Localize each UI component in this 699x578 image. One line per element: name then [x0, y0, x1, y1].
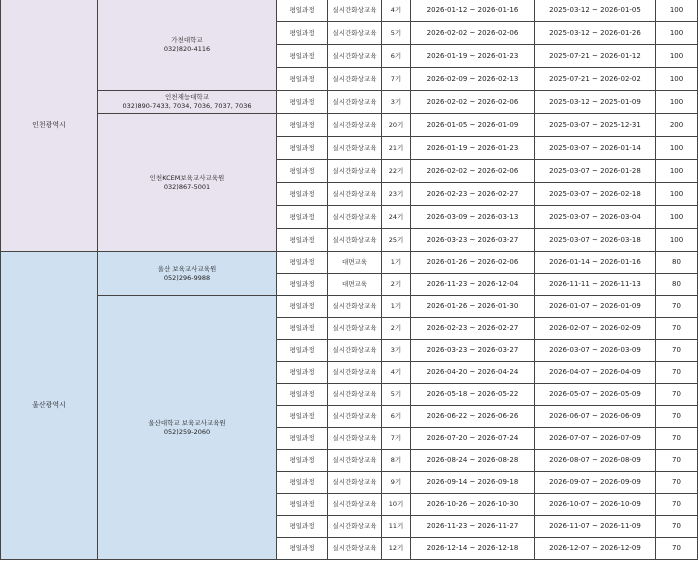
- institution-phone: 032)890-7433, 7034, 7036, 7037, 7036: [122, 102, 252, 110]
- course-cell: 평일과정: [277, 516, 328, 538]
- application-period-cell: 2025-03-07 ~ 2026-01-14: [535, 137, 656, 160]
- training-period-cell: 2026-03-23 ~ 2026-03-27: [411, 340, 535, 362]
- education-type-cell: 실시간화상교육: [328, 494, 382, 516]
- course-cell: 평일과정: [277, 160, 328, 183]
- capacity-cell: 100: [656, 91, 698, 114]
- course-cell: 평일과정: [277, 137, 328, 160]
- term-cell: 5기: [382, 22, 411, 45]
- education-type-cell: 실시간화상교육: [328, 229, 382, 252]
- course-cell: 평일과정: [277, 428, 328, 450]
- training-period-cell: 2026-11-23 ~ 2026-12-04: [411, 274, 535, 296]
- application-period-cell: 2026-03-07 ~ 2026-03-09: [535, 340, 656, 362]
- application-period-cell: 2026-09-07 ~ 2026-09-09: [535, 472, 656, 494]
- course-cell: 평일과정: [277, 22, 328, 45]
- course-cell: 평일과정: [277, 384, 328, 406]
- table-row: [1, 114, 698, 137]
- education-type-cell: 실시간화상교육: [328, 160, 382, 183]
- education-type-cell: 실시간화상교육: [328, 296, 382, 318]
- training-period-cell: 2026-09-14 ~ 2026-09-18: [411, 472, 535, 494]
- capacity-cell: 70: [656, 450, 698, 472]
- institution-phone: 032)867-5001: [163, 182, 211, 191]
- education-type-cell: 실시간화상교육: [328, 114, 382, 137]
- education-type-cell: 실시간화상교육: [328, 137, 382, 160]
- application-period-cell: 2025-03-07 ~ 2026-03-18: [535, 229, 656, 252]
- capacity-cell: 100: [656, 229, 698, 252]
- capacity-cell: 100: [656, 137, 698, 160]
- term-cell: 7기: [382, 68, 411, 91]
- course-cell: 평일과정: [277, 296, 328, 318]
- institution-phone: 052)259-2060: [163, 427, 211, 436]
- application-period-cell: 2026-11-07 ~ 2026-11-09: [535, 516, 656, 538]
- course-cell: 평일과정: [277, 91, 328, 114]
- capacity-cell: 70: [656, 406, 698, 428]
- table-body: [1, 0, 698, 560]
- training-period-cell: 2026-01-19 ~ 2026-01-23: [411, 45, 535, 68]
- application-period-cell: 2026-12-07 ~ 2026-12-09: [535, 538, 656, 560]
- application-period-cell: 2025-03-07 ~ 2026-03-04: [535, 206, 656, 229]
- education-type-cell: 실시간화상교육: [328, 68, 382, 91]
- term-cell: 5기: [382, 384, 411, 406]
- course-cell: 평일과정: [277, 538, 328, 560]
- term-cell: 2기: [382, 274, 411, 296]
- education-type-cell: 대면교육: [328, 252, 382, 274]
- application-period-cell: 2025-07-21 ~ 2026-02-02: [535, 68, 656, 91]
- term-cell: 3기: [382, 340, 411, 362]
- course-cell: 평일과정: [277, 318, 328, 340]
- region-cell: 인천광역시: [1, 0, 98, 252]
- course-cell: 평일과정: [277, 206, 328, 229]
- application-period-cell: 2026-02-07 ~ 2026-02-09: [535, 318, 656, 340]
- training-period-cell: 2026-10-26 ~ 2026-10-30: [411, 494, 535, 516]
- capacity-cell: 70: [656, 516, 698, 538]
- table-row: [1, 296, 698, 318]
- application-period-cell: 2025-03-07 ~ 2026-01-28: [535, 160, 656, 183]
- education-type-cell: 실시간화상교육: [328, 516, 382, 538]
- capacity-cell: 70: [656, 362, 698, 384]
- training-period-cell: 2026-01-26 ~ 2026-01-30: [411, 296, 535, 318]
- region-cell: 울산광역시: [1, 252, 98, 560]
- term-cell: 3기: [382, 91, 411, 114]
- term-cell: 8기: [382, 450, 411, 472]
- term-cell: 4기: [382, 362, 411, 384]
- training-period-cell: 2026-08-24 ~ 2026-08-28: [411, 450, 535, 472]
- term-cell: 7기: [382, 428, 411, 450]
- training-period-cell: 2026-02-23 ~ 2026-02-27: [411, 318, 535, 340]
- institution-cell: [98, 91, 277, 114]
- education-type-cell: 실시간화상교육: [328, 450, 382, 472]
- term-cell: 6기: [382, 406, 411, 428]
- training-period-cell: 2026-07-20 ~ 2026-07-24: [411, 428, 535, 450]
- term-cell: 20기: [382, 114, 411, 137]
- training-period-cell: 2026-01-05 ~ 2026-01-09: [411, 114, 535, 137]
- education-type-cell: 실시간화상교육: [328, 183, 382, 206]
- application-period-cell: 2026-07-07 ~ 2026-07-09: [535, 428, 656, 450]
- education-type-cell: 대면교육: [328, 274, 382, 296]
- education-type-cell: 실시간화상교육: [328, 384, 382, 406]
- term-cell: 4기: [382, 0, 411, 22]
- application-period-cell: 2025-07-21 ~ 2026-01-12: [535, 45, 656, 68]
- training-period-cell: 2026-12-14 ~ 2026-12-18: [411, 538, 535, 560]
- course-cell: 평일과정: [277, 472, 328, 494]
- education-type-cell: 실시간화상교육: [328, 0, 382, 22]
- education-type-cell: 실시간화상교육: [328, 22, 382, 45]
- application-period-cell: 2026-04-07 ~ 2026-04-09: [535, 362, 656, 384]
- course-cell: 평일과정: [277, 68, 328, 91]
- capacity-cell: 100: [656, 45, 698, 68]
- term-cell: 23기: [382, 183, 411, 206]
- training-period-cell: 2026-05-18 ~ 2026-05-22: [411, 384, 535, 406]
- capacity-cell: 80: [656, 274, 698, 296]
- application-period-cell: 2025-03-07 ~ 2026-02-18: [535, 183, 656, 206]
- term-cell: 2기: [382, 318, 411, 340]
- capacity-cell: 70: [656, 494, 698, 516]
- education-type-cell: 실시간화상교육: [328, 428, 382, 450]
- term-cell: 1기: [382, 296, 411, 318]
- course-cell: 평일과정: [277, 362, 328, 384]
- institution-cell: [98, 0, 277, 91]
- training-period-cell: 2026-11-23 ~ 2026-11-27: [411, 516, 535, 538]
- capacity-cell: 70: [656, 340, 698, 362]
- capacity-cell: 70: [656, 296, 698, 318]
- capacity-cell: 100: [656, 68, 698, 91]
- term-cell: 12기: [382, 538, 411, 560]
- institution-name: 인천KCEM보육교사교육원: [149, 173, 225, 182]
- application-period-cell: 2026-06-07 ~ 2026-06-09: [535, 406, 656, 428]
- term-cell: 11기: [382, 516, 411, 538]
- application-period-cell: 2026-10-07 ~ 2026-10-09: [535, 494, 656, 516]
- application-period-cell: 2025-03-07 ~ 2025-12-31: [535, 114, 656, 137]
- training-period-cell: 2026-01-12 ~ 2026-01-16: [411, 0, 535, 22]
- capacity-cell: 100: [656, 183, 698, 206]
- institution-name: 울산대학교 보육교사교육원: [148, 418, 226, 427]
- course-cell: 평일과정: [277, 450, 328, 472]
- training-period-cell: 2026-01-19 ~ 2026-01-23: [411, 137, 535, 160]
- capacity-cell: 70: [656, 384, 698, 406]
- institution-phone: 032)820-4116: [163, 44, 211, 53]
- training-period-cell: 2026-02-09 ~ 2026-02-13: [411, 68, 535, 91]
- course-cell: 평일과정: [277, 406, 328, 428]
- term-cell: 9기: [382, 472, 411, 494]
- course-cell: 평일과정: [277, 0, 328, 22]
- institution-phone: 052)296-9988: [163, 273, 211, 282]
- capacity-cell: 100: [656, 206, 698, 229]
- term-cell: 6기: [382, 45, 411, 68]
- capacity-cell: 70: [656, 318, 698, 340]
- course-cell: 평일과정: [277, 494, 328, 516]
- education-type-cell: 실시간화상교육: [328, 538, 382, 560]
- education-type-cell: 실시간화상교육: [328, 318, 382, 340]
- table-row: [1, 0, 698, 22]
- capacity-cell: 80: [656, 252, 698, 274]
- training-period-cell: 2026-04-20 ~ 2026-04-24: [411, 362, 535, 384]
- education-type-cell: 실시간화상교육: [328, 206, 382, 229]
- application-period-cell: 2026-08-07 ~ 2026-08-09: [535, 450, 656, 472]
- capacity-cell: 70: [656, 472, 698, 494]
- capacity-cell: 70: [656, 428, 698, 450]
- training-period-cell: 2026-02-02 ~ 2026-02-06: [411, 22, 535, 45]
- institution-name: 울산 보육교사교육원: [157, 264, 217, 273]
- application-period-cell: 2025-03-12 ~ 2025-01-09: [535, 91, 656, 114]
- training-period-cell: 2026-01-26 ~ 2026-02-06: [411, 252, 535, 274]
- term-cell: 22기: [382, 160, 411, 183]
- capacity-cell: 100: [656, 22, 698, 45]
- training-period-cell: 2026-06-22 ~ 2026-06-26: [411, 406, 535, 428]
- capacity-cell: 100: [656, 160, 698, 183]
- course-cell: 평일과정: [277, 229, 328, 252]
- training-period-cell: 2026-02-23 ~ 2026-02-27: [411, 183, 535, 206]
- application-period-cell: 2026-01-07 ~ 2026-01-09: [535, 296, 656, 318]
- course-cell: 평일과정: [277, 274, 328, 296]
- course-cell: 평일과정: [277, 340, 328, 362]
- training-period-cell: 2026-03-23 ~ 2026-03-27: [411, 229, 535, 252]
- education-type-cell: 실시간화상교육: [328, 340, 382, 362]
- institution-name: 인천재능대학교: [165, 93, 209, 101]
- application-period-cell: 2025-03-12 ~ 2026-01-05: [535, 0, 656, 22]
- institution-cell: [98, 296, 277, 560]
- course-cell: 평일과정: [277, 252, 328, 274]
- term-cell: 24기: [382, 206, 411, 229]
- education-type-cell: 실시간화상교육: [328, 472, 382, 494]
- application-period-cell: 2025-03-12 ~ 2026-01-26: [535, 22, 656, 45]
- table-row: [1, 91, 698, 114]
- capacity-cell: 200: [656, 114, 698, 137]
- application-period-cell: 2026-05-07 ~ 2026-05-09: [535, 384, 656, 406]
- term-cell: 10기: [382, 494, 411, 516]
- application-period-cell: 2026-11-11 ~ 2026-11-13: [535, 274, 656, 296]
- institution-name: 가천대학교: [171, 35, 203, 44]
- training-period-cell: 2026-02-02 ~ 2026-02-06: [411, 160, 535, 183]
- training-period-cell: 2026-03-09 ~ 2026-03-13: [411, 206, 535, 229]
- term-cell: 21기: [382, 137, 411, 160]
- course-cell: 평일과정: [277, 45, 328, 68]
- education-type-cell: 실시간화상교육: [328, 45, 382, 68]
- course-cell: 평일과정: [277, 183, 328, 206]
- term-cell: 25기: [382, 229, 411, 252]
- education-type-cell: 실시간화상교육: [328, 362, 382, 384]
- term-cell: 1기: [382, 252, 411, 274]
- capacity-cell: 70: [656, 538, 698, 560]
- education-type-cell: 실시간화상교육: [328, 406, 382, 428]
- capacity-cell: 100: [656, 0, 698, 22]
- education-type-cell: 실시간화상교육: [328, 91, 382, 114]
- course-cell: 평일과정: [277, 114, 328, 137]
- application-period-cell: 2026-01-14 ~ 2026-01-16: [535, 252, 656, 274]
- table-row: [1, 252, 698, 274]
- institution-cell: [98, 114, 277, 252]
- institution-cell: [98, 252, 277, 296]
- training-period-cell: 2026-02-02 ~ 2026-02-06: [411, 91, 535, 114]
